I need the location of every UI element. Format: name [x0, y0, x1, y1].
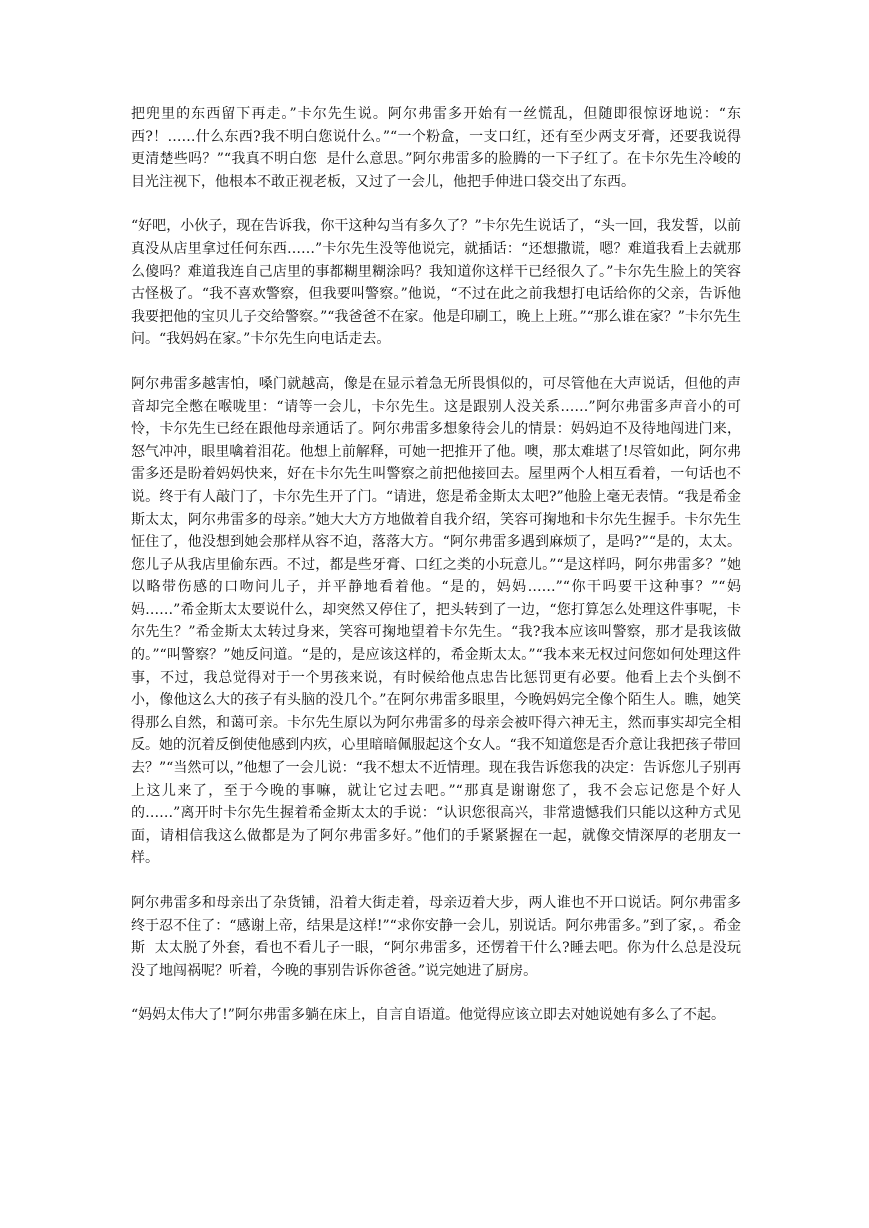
paragraph: 阿尔弗雷多越害怕，嗓门就越高，像是在显示着急无所畏惧似的，可尽管他在大声说话，但他的声音却完全憋在喉咙里：“请等一会儿，卡尔先生。这是跟别人没关系……”阿尔弗雷多声音小的可怜，卡尔先生已经在跟他母亲通话了。阿尔弗雷多想象待会儿的情景：妈妈迫不及待地闯进门来，怒气冲冲，眼里噙着泪花。他想上前解释，可她一把推开了他。噢，那太难堪了!尽管如此，阿尔弗雷多还是盼着妈妈快来，好在卡尔先生叫警察之前把他接回去。屋里两个人相互看着，一句话也不说。终于有人敲门了，卡尔先生开了门。“请进，您是希金斯太太吧?”他脸上毫无表情。“我是希金斯太太，阿尔弗雷多的母亲。”她大大方方地做着自我介绍，笑容可掬地和卡尔先生握手。卡尔先生怔住了，他没想到她会那样从容不迫，落落大方。“阿尔弗雷多遇到麻烦了，是吗?”“是的，太太。您儿子从我店里偷东西。不过，都是些牙膏、口红之类的小玩意儿。”“是这样吗，阿尔弗雷多？”她以略带伤感的口吻问儿子，并平静地看着他。“是的，妈妈……”“你干吗要干这种事？”“妈妈……”希金斯太太要说什么，却突然又停住了，把头转到了一边，“您打算怎么处理这件事呢，卡尔先生？”希金斯太太转过身来，笑容可掬地望着卡尔先生。“我?我本应该叫警察，那才是我该做的。”“叫警察？”她反问道。“是的，是应该这样的，希金斯太太。”“我本来无权过问您如何处理这件事，不过，我总觉得对于一个男孩来说，有时候给他点忠告比惩罚更有必要。他看上去个头倒不小，像他这么大的孩子有头脑的没几个。”在阿尔弗雷多眼里，今晚妈妈完全像个陌生人。瞧，她笑得那么自然，和蔼可亲。卡尔先生原以为阿尔弗雷多的母亲会被吓得六神无主，然而事实却完全相反。她的沉着反倒使他感到内疚，心里暗暗佩服起这个女人。“我不知道您是否介意让我把孩子带回去？”“当然可以，”他想了一会儿说：“我不想太不近情理。现在我告诉您我的决定：告诉您儿子别再上这儿来了，至于今晚的事嘛，就让它过去吧。”“那真是谢谢您了，我不会忘记您是个好人的……”离开时卡尔先生握着希金斯太太的手说：“认识您很高兴，非常遗憾我们只能以这种方式见面，请相信我这么做都是为了阿尔弗雷多好。”他们的手紧紧握在一起，就像交情深厚的老朋友一样。	[131, 375, 741, 867]
paragraph: “好吧，小伙子，现在告诉我，你干这种勾当有多久了？”卡尔先生说话了，“头一回，我发誓，以前真没从店里拿过任何东西……”卡尔先生没等他说完，就插话：“还想撒谎，嗯？难道我看上去就那么傻吗？难道我连自己店里的事都糊里糊涂吗？我知道你这样干已经很久了。”卡尔先生脸上的笑容古怪极了。“我不喜欢警察，但我要叫警察。”他说，“不过在此之前我想打电话给你的父亲，告诉他我要把他的宝贝儿子交给警察。”“我爸爸不在家。他是印刷工，晚上上班。”“那么谁在家？”卡尔先生问。“我妈妈在家。”卡尔先生向电话走去。	[131, 218, 741, 348]
paragraph: 把兜里的东西留下再走。”卡尔先生说。阿尔弗雷多开始有一丝慌乱，但随即很惊讶地说：“东西?！……什么东西?我不明白您说什么。”“一个粉盒，一支口红，还有至少两支牙膏，还要我说得更清楚些吗？”“我真不明白您 是什么意思。”阿尔弗雷多的脸腾的一下子红了。在卡尔先生冷峻的目光注视下，他根本不敢正视老板，又过了一会儿，他把手伸进口袋交出了东西。	[131, 106, 741, 190]
paragraph: “妈妈太伟大了!”阿尔弗雷多躺在床上，自言自语道。他觉得应该立即去对她说她有多么了不起。	[131, 1007, 725, 1024]
paragraph: 阿尔弗雷多和母亲出了杂货铺，沿着大街走着，母亲迈着大步，两人谁也不开口说话。阿尔弗雷多终于忍不住了：“感谢上帝，结果是这样!”“求你安静一会儿，别说话。阿尔弗雷多。”到了家，。希金斯 太太脱了外套，看也不看儿子一眼，“阿尔弗雷多，还愣着干什么?睡去吧。你为什么总是没玩没了地闯祸呢？听着，今晚的事别告诉你爸爸。”说完她进了厨房。	[131, 895, 741, 979]
document-body	[131, 103, 741, 1049]
